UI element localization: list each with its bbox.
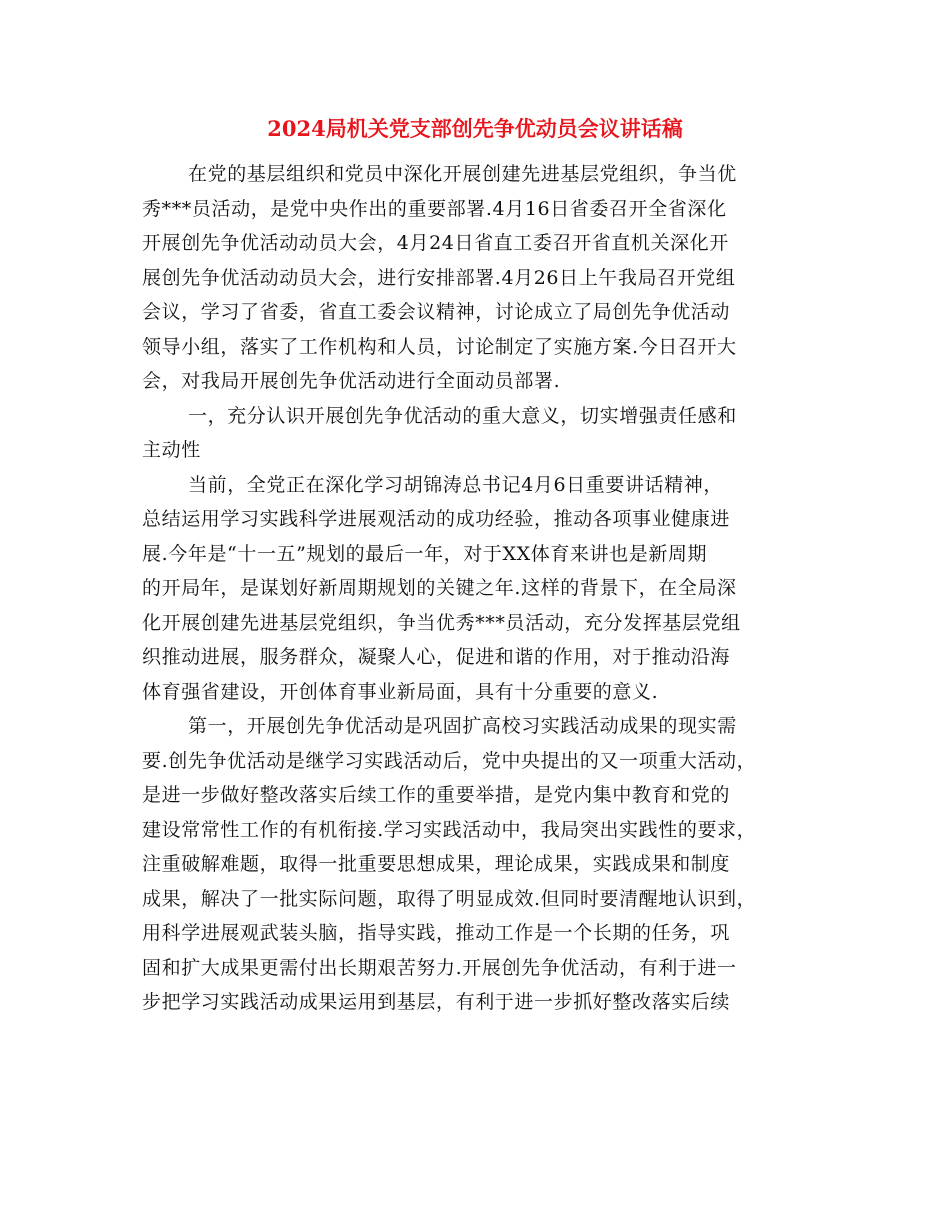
body-text-line: 建设常常性工作的有机衔接.学习实践活动中，我局突出实践性的要求， (142, 818, 757, 841)
body-text-line: 注重破解难题，取得一批重要思想成果，理论成果，实践成果和制度 (142, 853, 731, 875)
body-text-line: 织推动进展，服务群众，凝聚人心，促进和谐的作用，对于推动沿海 (142, 646, 731, 668)
body-text-line: 展创先争优活动动员大会，进行安排部署.4月26日上午我局召开党组 (142, 266, 736, 289)
body-text-line: 要.创先争优活动是继学习实践活动后，党中央提出的又一项重大活动， (142, 749, 757, 772)
body-text-line: 一，充分认识开展创先争优活动的重大意义，切实增强责任感和 (188, 404, 737, 427)
body-text-line: 主动性 (142, 439, 201, 461)
document-body (142, 157, 822, 1020)
body-text-line: 体育强省建设，开创体育事业新局面，具有十分重要的意义. (142, 680, 659, 703)
body-text-line: 固和扩大成果更需付出长期艰苦努力.开展创先争优活动，有利于进一 (142, 956, 737, 979)
body-text-line: 总结运用学习实践科学进展观活动的成功经验，推动各项事业健康进 (142, 508, 731, 530)
document-title: 2024局机关党支部创先争优动员会议讲话稿 (267, 116, 683, 141)
body-text-line: 是进一步做好整改落实后续工作的重要举措，是党内集中教育和党的 (142, 784, 731, 806)
body-text-line: 当前，全党正在深化学习胡锦涛总书记4月6日重要讲话精神， (188, 473, 723, 496)
body-text-line: 的开局年，是谋划好新周期规划的关键之年.这样的背景下，在全局深 (142, 577, 737, 599)
body-text-line: 秀***员活动，是党中央作出的重要部署.4月16日省委召开全省深化 (142, 197, 727, 220)
body-text-line: 化开展创建先进基层党组织，争当优秀***员活动，充分发挥基层党组 (142, 611, 741, 634)
body-text-line: 用科学进展观武装头脑，指导实践，推动工作是一个长期的任务，巩 (142, 922, 731, 944)
body-text-line: 展.今年是“十一五”规划的最后一年，对于XX体育来讲也是新周期 (142, 542, 708, 565)
body-text-line: 成果，解决了一批实际问题，取得了明显成效.但同时要清醒地认识到， (142, 887, 757, 910)
body-text-line: 在党的基层组织和党员中深化开展创建先进基层党组织，争当优 (188, 163, 737, 185)
body-text-line: 会议，学习了省委，省直工委会议精神，讨论成立了局创先争优活动 (142, 301, 731, 323)
body-text-line: 第一，开展创先争优活动是巩固扩高校习实践活动成果的现实需 (188, 715, 737, 737)
body-text-line: 步把学习实践活动成果运用到基层，有利于进一步抓好整改落实后续 (142, 991, 731, 1013)
body-text-line: 领导小组，落实了工作机构和人员，讨论制定了实施方案.今日召开大 (142, 335, 737, 358)
body-text-line: 会，对我局开展创先争优活动进行全面动员部署. (142, 370, 561, 392)
body-text-line: 开展创先争优活动动员大会，4月24日省直工委召开省直机关深化开 (142, 232, 729, 254)
